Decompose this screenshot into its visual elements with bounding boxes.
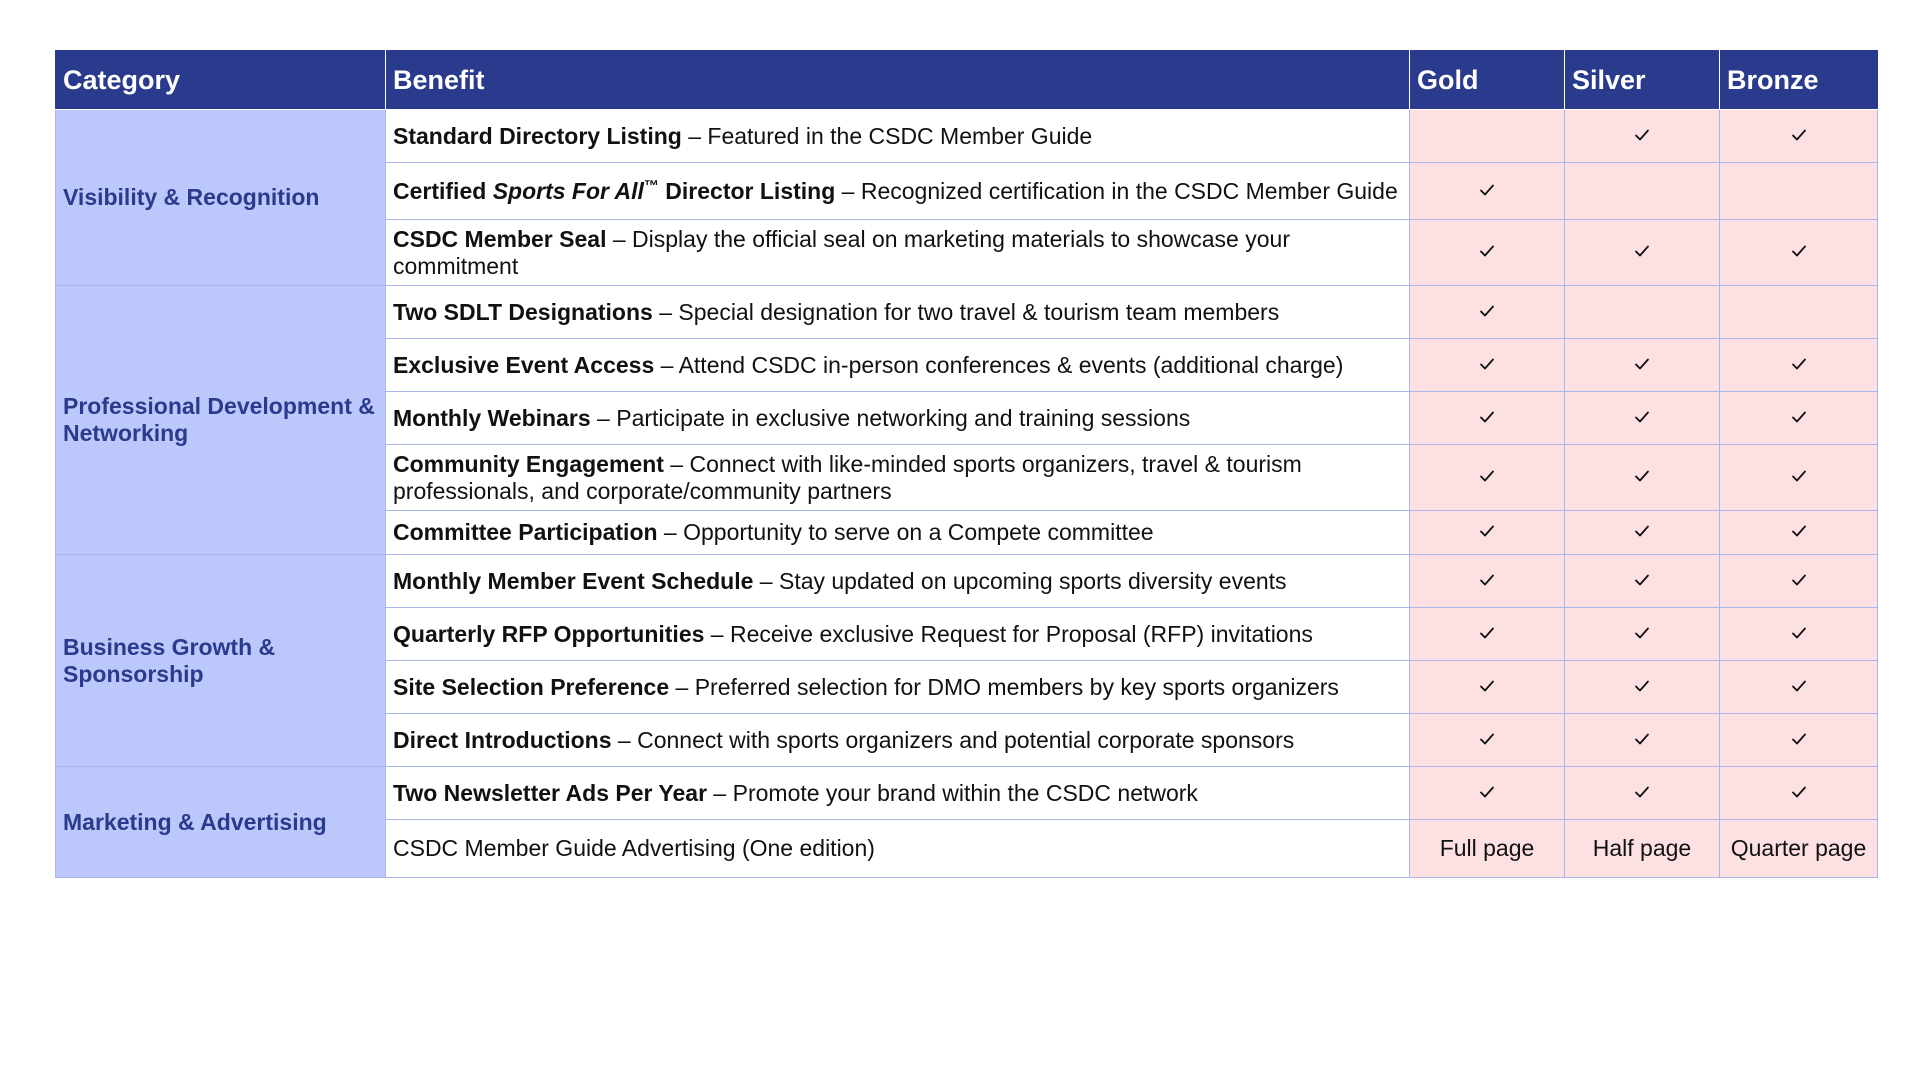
benefit-cell <box>386 661 1410 714</box>
bronze-cell: Quarter page <box>1720 820 1878 878</box>
category-cell: Visibility & Recognition <box>56 110 386 286</box>
checkmark-icon <box>1790 624 1808 642</box>
checkmark-icon <box>1478 571 1496 589</box>
table-row <box>56 767 1878 820</box>
checkmark-icon <box>1633 355 1651 373</box>
benefit-name <box>393 178 835 204</box>
checkmark-icon <box>1790 126 1808 144</box>
benefit-name: Monthly Member Event Schedule <box>393 567 754 594</box>
header-benefit: Benefit <box>386 51 1410 110</box>
bronze-cell <box>1720 767 1878 820</box>
checkmark-icon <box>1790 677 1808 695</box>
bronze-cell <box>1720 608 1878 661</box>
checkmark-icon <box>1478 467 1496 485</box>
benefit-cell <box>386 820 1410 878</box>
gold-cell <box>1410 714 1565 767</box>
benefit-cell <box>386 511 1410 555</box>
checkmark-icon <box>1790 355 1808 373</box>
silver-cell <box>1565 767 1720 820</box>
benefit-description: – Display the official seal on marketing materials to showcase your commitment <box>393 225 1290 279</box>
bronze-cell <box>1720 714 1878 767</box>
table-header <box>56 51 1878 110</box>
benefit-description: – Participate in exclusive networking and training sessions <box>590 404 1191 431</box>
benefit-cell <box>386 220 1410 286</box>
checkmark-icon <box>1633 783 1651 801</box>
benefit-cell <box>386 608 1410 661</box>
benefits-table <box>55 50 1878 878</box>
silver-cell <box>1565 339 1720 392</box>
benefit-cell <box>386 339 1410 392</box>
benefit-description: – Connect with sports organizers and potential corporate sponsors <box>611 726 1295 753</box>
benefit-name: Quarterly RFP Opportunities <box>393 620 705 647</box>
benefit-name: Direct Introductions <box>393 726 612 753</box>
header-row <box>56 51 1878 110</box>
benefit-description: – Featured in the CSDC Member Guide <box>681 122 1093 149</box>
checkmark-icon <box>1633 242 1651 260</box>
checkmark-icon <box>1478 242 1496 260</box>
bronze-cell <box>1720 220 1878 286</box>
gold-cell <box>1410 445 1565 511</box>
checkmark-icon <box>1790 242 1808 260</box>
checkmark-icon <box>1790 571 1808 589</box>
checkmark-icon <box>1790 783 1808 801</box>
bronze-cell <box>1720 286 1878 339</box>
benefit-cell <box>386 163 1410 220</box>
header-bronze: Bronze <box>1720 51 1878 110</box>
benefit-name-part: Director Listing <box>658 177 836 204</box>
checkmark-icon <box>1478 730 1496 748</box>
bronze-cell <box>1720 555 1878 608</box>
benefit-cell <box>386 767 1410 820</box>
category-cell: Professional Development & Networking <box>56 286 386 555</box>
benefit-name: Community Engagement <box>393 450 664 477</box>
silver-cell <box>1565 110 1720 163</box>
bronze-cell <box>1720 163 1878 220</box>
checkmark-icon <box>1633 522 1651 540</box>
gold-cell <box>1410 511 1565 555</box>
checkmark-icon <box>1478 355 1496 373</box>
gold-cell <box>1410 661 1565 714</box>
checkmark-icon <box>1790 522 1808 540</box>
silver-cell <box>1565 220 1720 286</box>
gold-cell <box>1410 767 1565 820</box>
benefit-name: Standard Directory Listing <box>393 122 682 149</box>
checkmark-icon <box>1633 571 1651 589</box>
benefit-cell <box>386 555 1410 608</box>
checkmark-icon <box>1478 624 1496 642</box>
checkmark-icon <box>1790 408 1808 426</box>
silver-cell <box>1565 608 1720 661</box>
benefit-description: – Attend CSDC in-person conferences & events (additional charge) <box>654 351 1344 378</box>
gold-cell <box>1410 110 1565 163</box>
category-cell: Business Growth & Sponsorship <box>56 555 386 767</box>
benefit-name: Two Newsletter Ads Per Year <box>393 779 708 806</box>
benefit-name: Site Selection Preference <box>393 673 670 700</box>
silver-cell <box>1565 511 1720 555</box>
benefit-cell <box>386 110 1410 163</box>
gold-cell <box>1410 392 1565 445</box>
benefit-description: – Special designation for two travel & tourism team members <box>652 298 1280 325</box>
header-silver: Silver <box>1565 51 1720 110</box>
benefit-description: CSDC Member Guide Advertising (One edition) <box>393 835 875 861</box>
checkmark-icon <box>1478 181 1496 199</box>
checkmark-icon <box>1633 624 1651 642</box>
benefit-name-part: Sports For All <box>492 177 644 204</box>
silver-cell <box>1565 714 1720 767</box>
checkmark-icon <box>1633 730 1651 748</box>
checkmark-icon <box>1478 522 1496 540</box>
gold-cell <box>1410 286 1565 339</box>
silver-cell <box>1565 445 1720 511</box>
bronze-cell <box>1720 445 1878 511</box>
gold-cell <box>1410 220 1565 286</box>
gold-cell <box>1410 555 1565 608</box>
benefit-name: CSDC Member Seal <box>393 225 607 252</box>
gold-cell <box>1410 339 1565 392</box>
silver-cell <box>1565 163 1720 220</box>
checkmark-icon <box>1633 408 1651 426</box>
bronze-cell <box>1720 511 1878 555</box>
gold-cell: Full page <box>1410 820 1565 878</box>
table-row <box>56 286 1878 339</box>
checkmark-icon <box>1633 126 1651 144</box>
silver-cell <box>1565 286 1720 339</box>
category-cell: Marketing & Advertising <box>56 767 386 878</box>
benefit-name: Exclusive Event Access <box>393 351 655 378</box>
header-category: Category <box>56 51 386 110</box>
benefit-name-part: Certified <box>393 177 493 204</box>
silver-cell <box>1565 661 1720 714</box>
header-gold: Gold <box>1410 51 1565 110</box>
checkmark-icon <box>1478 302 1496 320</box>
checkmark-icon <box>1633 467 1651 485</box>
checkmark-icon <box>1478 783 1496 801</box>
benefit-cell <box>386 445 1410 511</box>
checkmark-icon <box>1633 677 1651 695</box>
checkmark-icon <box>1478 677 1496 695</box>
checkmark-icon <box>1790 730 1808 748</box>
benefit-description: – Receive exclusive Request for Proposal (RFP) invitations <box>704 620 1313 647</box>
checkmark-icon <box>1790 467 1808 485</box>
benefit-description: – Stay updated on upcoming sports diversity events <box>753 567 1287 594</box>
gold-cell <box>1410 608 1565 661</box>
benefit-name: Committee Participation <box>393 519 658 545</box>
benefit-cell <box>386 714 1410 767</box>
benefit-name: Monthly Webinars <box>393 404 591 431</box>
benefit-name-part: ™ <box>643 176 659 194</box>
benefit-description: – Recognized certification in the CSDC Member Guide <box>835 177 1398 204</box>
benefit-description: – Connect with like-minded sports organizers, travel & tourism professionals, and corporate/community partners <box>393 450 1302 504</box>
bronze-cell <box>1720 392 1878 445</box>
bronze-cell <box>1720 339 1878 392</box>
table-body <box>56 110 1878 878</box>
silver-cell <box>1565 555 1720 608</box>
benefit-description: – Promote your brand within the CSDC network <box>707 779 1198 806</box>
silver-cell: Half page <box>1565 820 1720 878</box>
benefit-description: – Opportunity to serve on a Compete committee <box>657 519 1154 545</box>
checkmark-icon <box>1478 408 1496 426</box>
benefit-cell <box>386 392 1410 445</box>
table-row <box>56 555 1878 608</box>
gold-cell <box>1410 163 1565 220</box>
benefit-name: Two SDLT Designations <box>393 298 653 325</box>
table-row <box>56 110 1878 163</box>
benefit-cell <box>386 286 1410 339</box>
bronze-cell <box>1720 661 1878 714</box>
silver-cell <box>1565 392 1720 445</box>
bronze-cell <box>1720 110 1878 163</box>
benefit-description: – Preferred selection for DMO members by key sports organizers <box>669 673 1339 700</box>
